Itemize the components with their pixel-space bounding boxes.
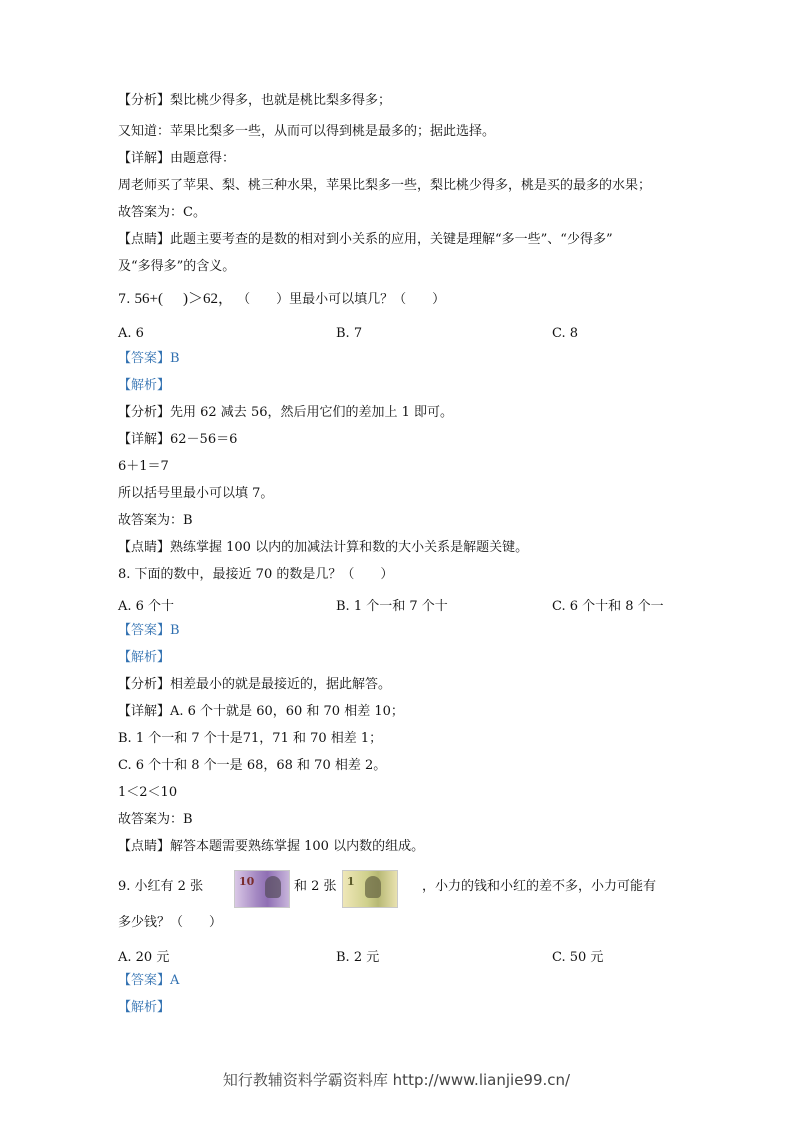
detail-line: 所以括号里最小可以填 7。 <box>118 486 274 501</box>
question-stem: （ ）里最小可以填几？（ ） <box>237 292 446 307</box>
note-line: 及“多得多”的含义。 <box>118 259 236 274</box>
option-a: A. 6 个十 <box>118 599 175 614</box>
one-yuan-banknote-image <box>342 870 398 908</box>
option-b: B. 7 <box>336 326 363 341</box>
option-b: B. 1 个一和 7 个十 <box>336 599 448 614</box>
option-b: B. 2 元 <box>336 950 380 965</box>
result-line: 故答案为：B <box>118 513 193 528</box>
question-stem-part: 9. 小红有 2 张 <box>118 879 204 894</box>
detail-line: B. 1 个一和 7 个十是71，71 和 70 相差 1； <box>118 731 383 746</box>
question-number: 7. <box>118 292 131 307</box>
detail-heading: 【详解】由题意得： <box>118 151 236 166</box>
detail-line: C. 6 个十和 8 个一是 68，68 和 70 相差 2。 <box>118 758 387 773</box>
question-stem-part: ，小力的钱和小红的差不多，小力可能有 <box>422 879 657 894</box>
answer-label: 【答案】B <box>118 623 180 638</box>
option-c: C. 50 元 <box>552 950 604 965</box>
analysis-heading: 【解析】 <box>118 1000 171 1015</box>
math-expression-right: )＞62， <box>183 291 234 307</box>
analysis-heading: 【解析】 <box>118 378 171 393</box>
question-9 <box>118 875 698 902</box>
option-a: A. 6 <box>118 326 144 341</box>
note-line: 【点睛】此题主要考查的是数的相对到小关系的应用，关键是理解“多一些”、“少得多” <box>118 232 613 247</box>
banknote-denomination: 1 <box>347 875 355 888</box>
note-line: 【点睛】熟练掌握 100 以内的加减法计算和数的大小关系是解题关键。 <box>118 540 529 555</box>
option-a: A. 20 元 <box>118 950 170 965</box>
analysis-line: 又知道：苹果比梨多一些，从而可以得到桃是最多的；据此选择。 <box>118 124 496 139</box>
footer-watermark: 知行教辅资料学霸资料库 http://www.lianjie99.cn/ <box>222 1071 571 1089</box>
answer-label: 【答案】A <box>118 973 180 988</box>
answer-label: 【答案】B <box>118 351 180 366</box>
question-8: 8. 下面的数中，最接近 70 的数是几？（ ） <box>118 567 394 582</box>
question-7 <box>118 290 445 309</box>
detail-line: 周老师买了苹果、梨、桃三种水果，苹果比梨多一些，梨比桃少得多，桃是买的最多的水果； <box>118 178 652 193</box>
ten-yuan-banknote-image <box>234 870 290 908</box>
detail-line: 6＋1＝7 <box>118 459 169 474</box>
result-line: 故答案为：C。 <box>118 205 206 220</box>
question-stem-part: 多少钱？（ ） <box>118 915 223 930</box>
option-c: C. 6 个十和 8 个一 <box>552 599 664 614</box>
result-line: 故答案为：B <box>118 812 193 827</box>
analysis-heading: 【解析】 <box>118 650 171 665</box>
detail-line: 1＜2＜10 <box>118 785 178 800</box>
analysis-line: 【分析】先用 62 减去 56，然后用它们的差加上 1 即可。 <box>118 405 454 420</box>
detail-line: 【详解】62－56＝6 <box>118 432 238 447</box>
banknote-denomination: 10 <box>239 875 255 888</box>
analysis-line: 【分析】梨比桃少得多，也就是桃比梨多得多； <box>118 93 392 108</box>
detail-line: 【详解】A. 6 个十就是 60，60 和 70 相差 10； <box>118 704 404 719</box>
question-stem-part: 和 2 张 <box>294 879 337 894</box>
option-c: C. 8 <box>552 326 579 341</box>
analysis-line: 【分析】相差最小的就是最接近的，据此解答。 <box>118 677 392 692</box>
math-expression-left: 56+( <box>134 291 164 307</box>
note-line: 【点睛】解答本题需要熟练掌握 100 以内数的组成。 <box>118 839 425 854</box>
